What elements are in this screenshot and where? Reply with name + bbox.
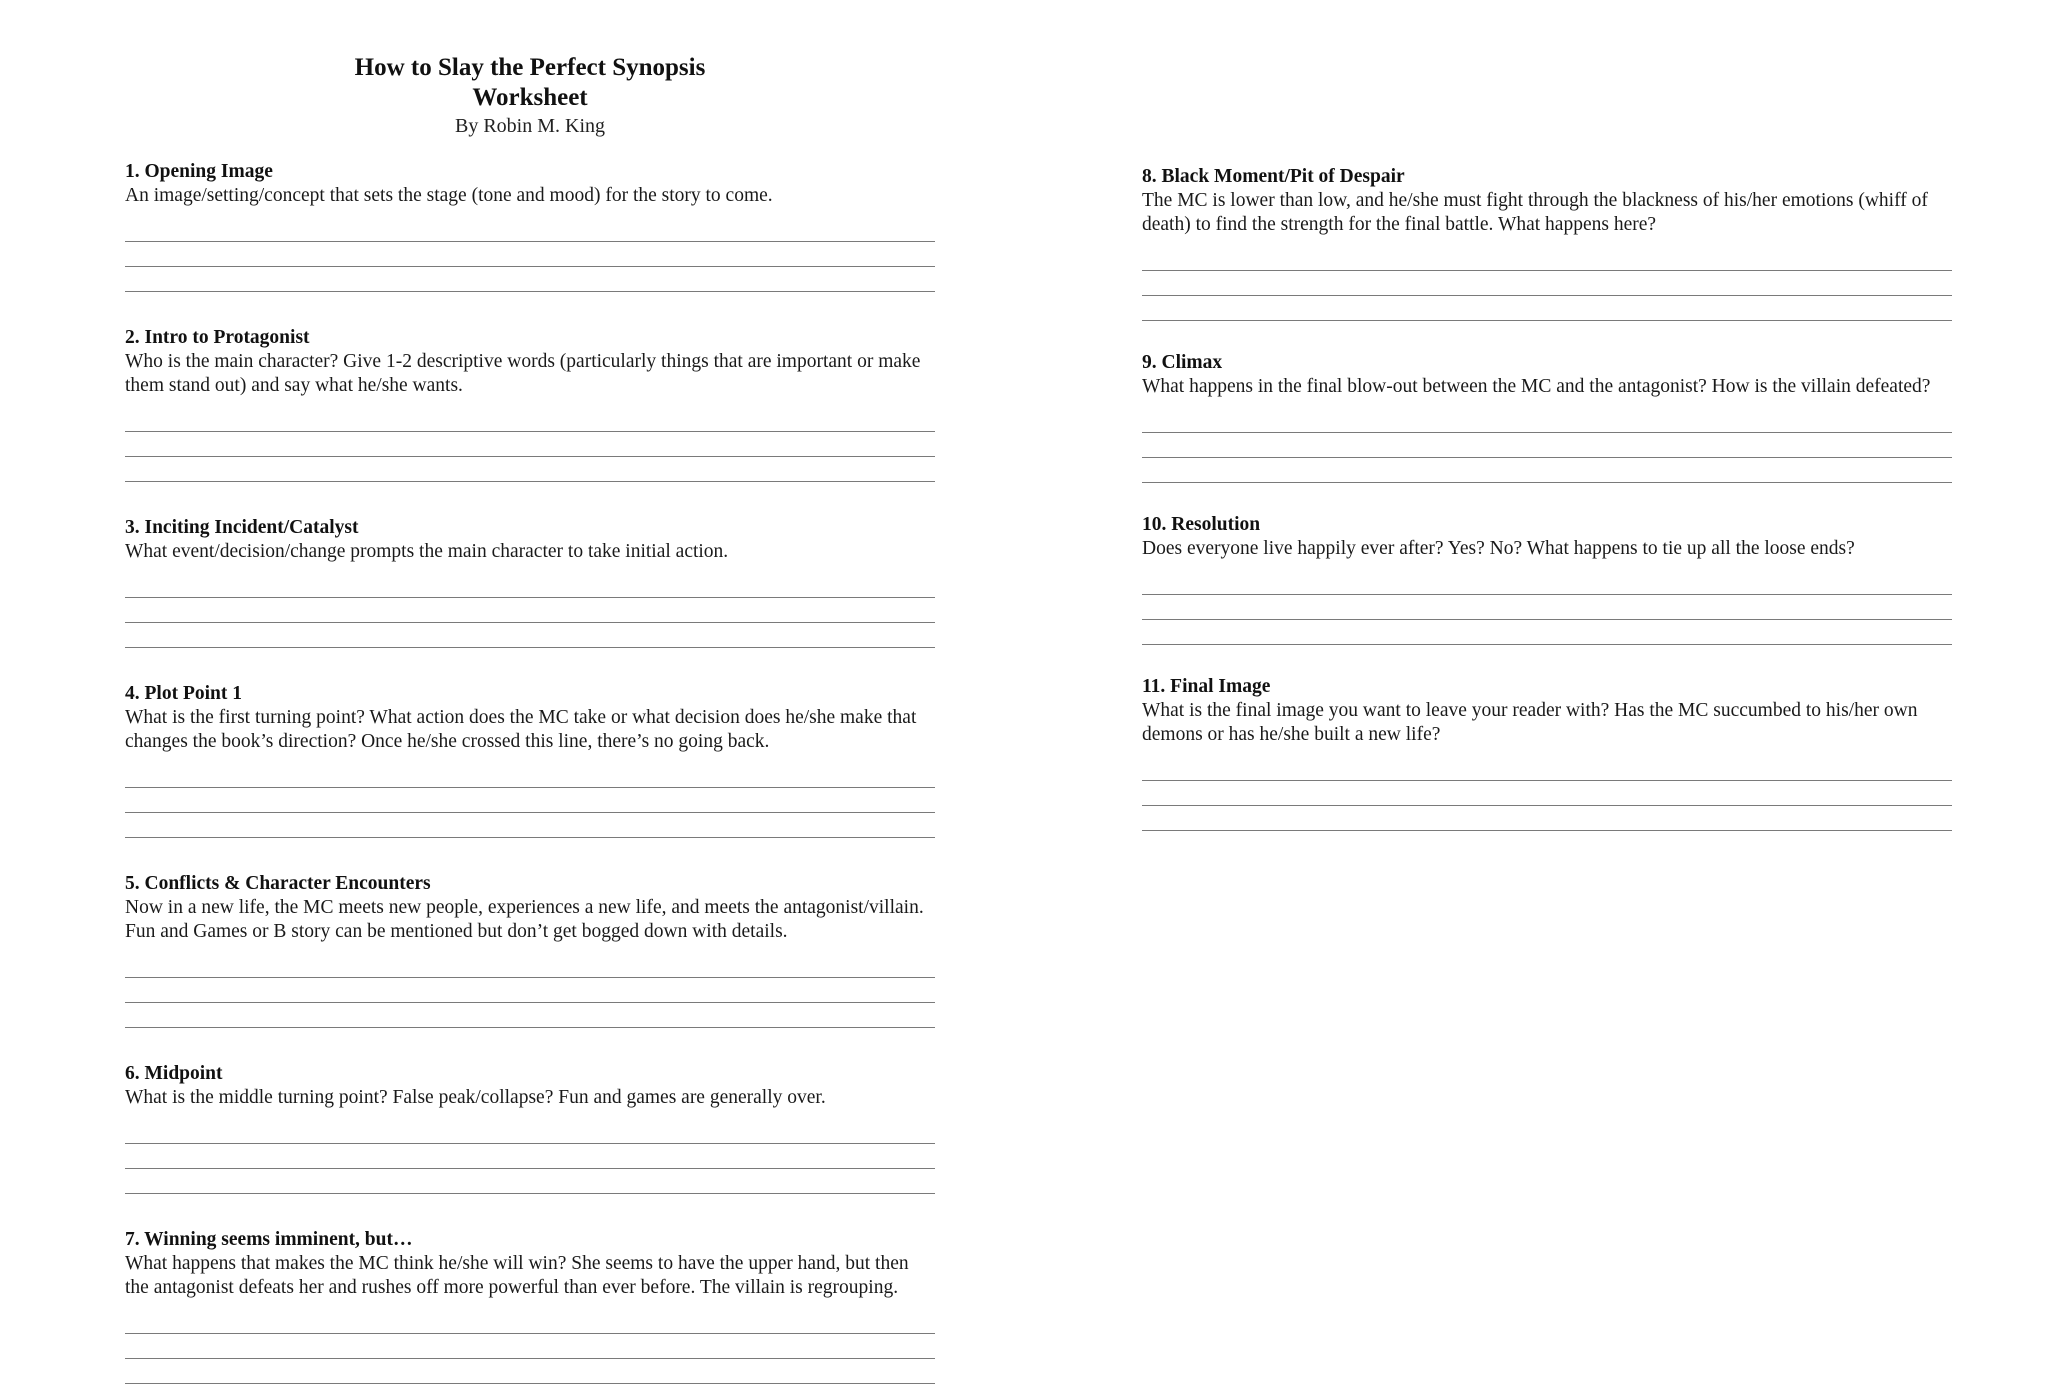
answer-line[interactable]: [1142, 296, 1952, 321]
section-title: 5. Conflicts & Character Encounters: [125, 873, 431, 894]
answer-line[interactable]: [125, 217, 935, 242]
section-title: 11. Final Image: [1142, 676, 1271, 697]
section-title: 1. Opening Image: [125, 161, 273, 182]
section-description: The MC is lower than low, and he/she must fight through the blackness of his/her emotions (whiff of death) to find the strength for the final battle. What happens here?: [1142, 190, 1928, 235]
answer-line[interactable]: [1142, 595, 1952, 620]
section-inciting-incident: [125, 516, 935, 648]
answer-line[interactable]: [125, 1144, 935, 1169]
section-title: 2. Intro to Protagonist: [125, 327, 310, 348]
answer-line[interactable]: [125, 1309, 935, 1334]
section-black-moment: [1142, 165, 1952, 321]
answer-line[interactable]: [1142, 806, 1952, 831]
section-final-image: [1142, 675, 1952, 831]
answer-line[interactable]: [125, 267, 935, 292]
section-description: An image/setting/concept that sets the stage (tone and mood) for the story to come.: [125, 185, 773, 206]
answer-line[interactable]: [1142, 246, 1952, 271]
worksheet-title-line2: Worksheet: [472, 84, 588, 111]
answer-lines[interactable]: [125, 573, 935, 648]
section-climax: [1142, 351, 1952, 483]
section-title: 10. Resolution: [1142, 514, 1261, 535]
section-title: 8. Black Moment/Pit of Despair: [1142, 166, 1405, 187]
answer-line[interactable]: [1142, 458, 1952, 483]
section-description: What is the final image you want to leave your reader with? Has the MC succumbed to his/her own demons or has he/she built a new life?: [1142, 700, 1918, 745]
answer-line[interactable]: [125, 432, 935, 457]
section-title: 6. Midpoint: [125, 1063, 223, 1084]
answer-line[interactable]: [125, 573, 935, 598]
answer-line[interactable]: [125, 598, 935, 623]
section-description: Now in a new life, the MC meets new people, experiences a new life, and meets the antagonist/villain. Fun and Games or B story can be mentioned but don’t get bogged down with details.: [125, 897, 924, 942]
section-title: 9. Climax: [1142, 352, 1223, 373]
answer-lines[interactable]: [125, 217, 935, 292]
left-column: [125, 160, 935, 1384]
worksheet-header: [125, 53, 935, 139]
answer-line[interactable]: [125, 763, 935, 788]
section-title: 3. Inciting Incident/Catalyst: [125, 517, 359, 538]
answer-line[interactable]: [125, 953, 935, 978]
answer-line[interactable]: [1142, 433, 1952, 458]
section-description: What happens that makes the MC think he/she will win? She seems to have the upper hand, but then the antagonist defeats her and rushes off more powerful than ever before. The villain is regrouping.: [125, 1253, 909, 1298]
answer-line[interactable]: [125, 978, 935, 1003]
section-midpoint: [125, 1062, 935, 1194]
section-description: What is the first turning point? What action does the MC take or what decision does he/she make that changes the book’s direction? Once he/she crossed this line, there’s no going back.: [125, 707, 917, 752]
answer-lines[interactable]: [125, 1119, 935, 1194]
answer-line[interactable]: [125, 407, 935, 432]
section-title: 7. Winning seems imminent, but…: [125, 1229, 413, 1250]
section-title: 4. Plot Point 1: [125, 683, 242, 704]
section-description: What happens in the final blow-out between the MC and the antagonist? How is the villain defeated?: [1142, 376, 1931, 397]
answer-line[interactable]: [1142, 756, 1952, 781]
author-byline: By Robin M. King: [454, 115, 606, 137]
section-description: What event/decision/change prompts the main character to take initial action.: [125, 541, 729, 562]
section-intro-protagonist: [125, 326, 935, 482]
section-winning-imminent: [125, 1228, 935, 1384]
section-plot-point-1: [125, 682, 935, 838]
answer-lines[interactable]: [125, 1309, 935, 1384]
answer-lines[interactable]: [125, 763, 935, 838]
answer-lines[interactable]: [1142, 570, 1952, 645]
answer-lines[interactable]: [125, 953, 935, 1028]
answer-line[interactable]: [125, 813, 935, 838]
answer-line[interactable]: [1142, 271, 1952, 296]
answer-line[interactable]: [1142, 408, 1952, 433]
right-column: [1142, 165, 1952, 831]
section-resolution: [1142, 513, 1952, 645]
answer-lines[interactable]: [1142, 246, 1952, 321]
answer-line[interactable]: [125, 1003, 935, 1028]
answer-line[interactable]: [125, 457, 935, 482]
worksheet-title-line1: How to Slay the Perfect Synopsis: [354, 54, 706, 81]
answer-line[interactable]: [125, 623, 935, 648]
section-opening-image: [125, 160, 935, 292]
answer-lines[interactable]: [1142, 408, 1952, 483]
answer-lines[interactable]: [125, 407, 935, 482]
answer-line[interactable]: [125, 1169, 935, 1194]
answer-line[interactable]: [125, 788, 935, 813]
section-description: Who is the main character? Give 1-2 descriptive words (particularly things that are important or make them stand out) and say what he/she wants.: [125, 351, 921, 396]
section-conflicts-encounters: [125, 872, 935, 1028]
answer-line[interactable]: [125, 1359, 935, 1384]
section-description: Does everyone live happily ever after? Yes? No? What happens to tie up all the loose ends?: [1142, 538, 1855, 559]
answer-line[interactable]: [1142, 620, 1952, 645]
answer-line[interactable]: [1142, 570, 1952, 595]
answer-line[interactable]: [125, 1334, 935, 1359]
answer-line[interactable]: [125, 242, 935, 267]
section-description: What is the middle turning point? False peak/collapse? Fun and games are generally over.: [125, 1087, 826, 1108]
answer-line[interactable]: [125, 1119, 935, 1144]
answer-lines[interactable]: [1142, 756, 1952, 831]
answer-line[interactable]: [1142, 781, 1952, 806]
